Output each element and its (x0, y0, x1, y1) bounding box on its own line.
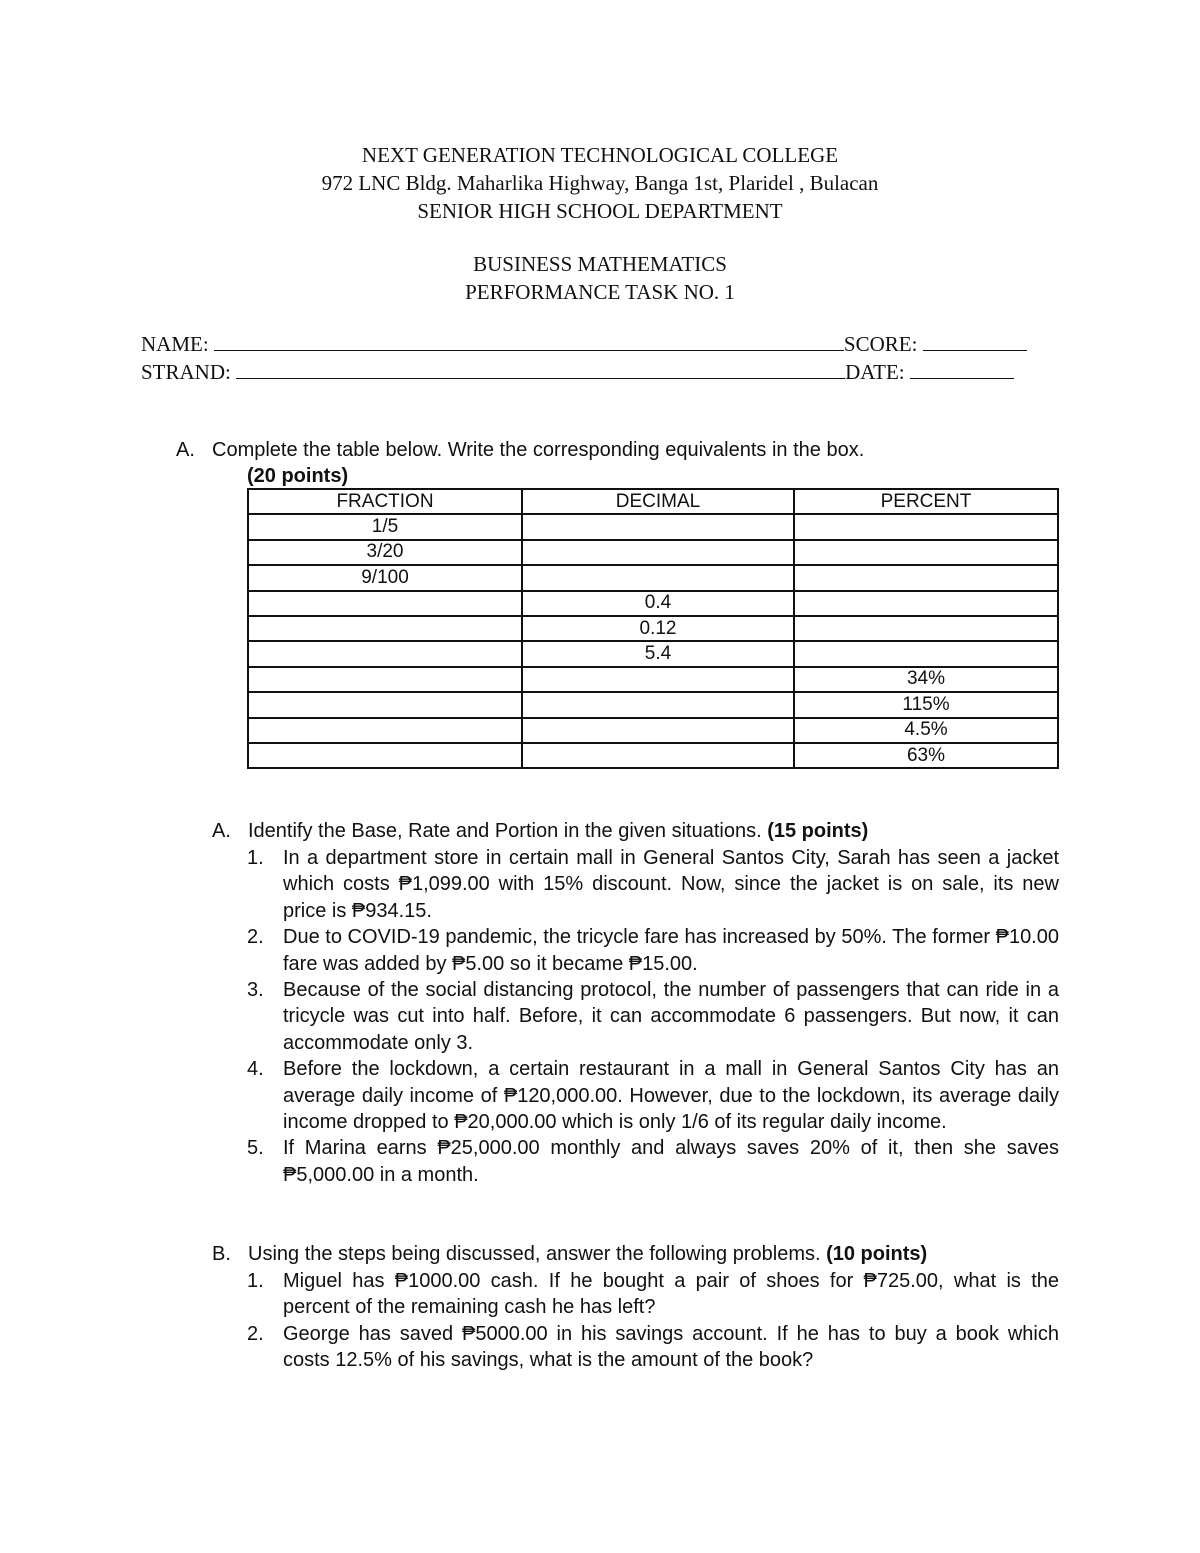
strand-label: STRAND: (141, 360, 231, 384)
list-item (247, 845, 1059, 924)
table-cell[interactable]: 9/100 (248, 565, 522, 590)
table-cell[interactable] (794, 616, 1058, 641)
item-text: Because of the social distancing protocol, the number of passengers that can ride in a tricycle was cut into half. Before, it can accommodate 6 passengers. But now, it can accommodate only 3. (283, 979, 1059, 1054)
school-name: NEXT GENERATION TECHNOLOGICAL COLLEGE (361, 143, 839, 167)
item-text: If Marina earns ₱25,000.00 monthly and always saves 20% of it, then she saves ₱5,000.00 in a month. (283, 1137, 1059, 1186)
table-cell[interactable] (248, 692, 522, 717)
table-row (248, 514, 1058, 539)
score-label: SCORE: (843, 332, 918, 356)
item-text: Before the lockdown, a certain restaurant in a mall in General Santos City has an average daily income of ₱120,000.00. However, due to the lockdown, its average daily income dropped to ₱20,000.00 which is only 1/6 of its regular daily income. (283, 1058, 1059, 1134)
section-a-marker: A. (176, 439, 195, 461)
table-cell[interactable] (794, 540, 1058, 565)
item-number: 3. (247, 979, 264, 1002)
table-cell[interactable]: 5.4 (522, 641, 794, 666)
table-cell[interactable] (248, 743, 522, 768)
table-cell[interactable] (248, 718, 522, 743)
table-cell[interactable] (522, 514, 794, 539)
list-item (247, 1135, 1059, 1188)
school-address: 972 LNC Bldg. Maharlika Highway, Banga 1st, Plaridel , Bulacan (321, 171, 879, 195)
name-field[interactable] (214, 334, 844, 351)
table-cell[interactable] (794, 565, 1058, 590)
table-cell[interactable] (794, 641, 1058, 666)
section-b-points: (10 points) (826, 1243, 928, 1265)
list-item (247, 924, 1059, 977)
table-row (248, 565, 1058, 590)
section-a-points: (20 points) (247, 465, 349, 487)
list-item (247, 1056, 1059, 1135)
item-text: In a department store in certain mall in General Santos City, Sarah has seen a jacket which costs ₱1,099.00 with 15% discount. Now, since the jacket is on sale, its new price is ₱934.15. (283, 847, 1059, 922)
table-cell[interactable] (794, 514, 1058, 539)
table-cell[interactable] (248, 616, 522, 641)
list-item (247, 1268, 1059, 1321)
section-b-marker: B. (212, 1243, 231, 1265)
header-decimal: DECIMAL (522, 489, 794, 514)
department-name: SENIOR HIGH SCHOOL DEPARTMENT (417, 199, 783, 223)
table-row (248, 641, 1058, 666)
item-number: 2. (247, 1322, 264, 1345)
item-number: 4. (247, 1058, 264, 1081)
table-cell[interactable]: 3/20 (248, 540, 522, 565)
table-cell[interactable] (248, 641, 522, 666)
table-cell[interactable]: 0.12 (522, 616, 794, 641)
date-label: DATE: (845, 360, 905, 384)
date-field[interactable] (910, 362, 1014, 379)
item-text: Miguel has ₱1000.00 cash. If he bought a pair of shoes for ₱725.00, what is the percent of the remaining cash he has left? (283, 1270, 1059, 1319)
strand-field[interactable] (236, 362, 845, 379)
section-b-heading (212, 1241, 927, 1267)
document-header (0, 141, 1200, 225)
section-a-points-line (247, 463, 348, 489)
table-cell[interactable]: 1/5 (248, 514, 522, 539)
name-label: NAME: (141, 332, 209, 356)
table-cell[interactable] (522, 692, 794, 717)
section-a2-heading (212, 818, 868, 844)
header-percent: PERCENT (794, 489, 1058, 514)
section-b-instruction: Using the steps being discussed, answer the following problems. (248, 1243, 821, 1265)
table-row (248, 743, 1058, 768)
item-number: 1. (247, 1270, 264, 1292)
table-row (248, 540, 1058, 565)
score-field[interactable] (923, 334, 1027, 351)
table-row (248, 692, 1058, 717)
table-row (248, 718, 1058, 743)
conversion-table (247, 488, 1059, 769)
table-cell[interactable] (522, 667, 794, 692)
table-row (248, 591, 1058, 616)
table-cell[interactable] (522, 718, 794, 743)
list-item (247, 1321, 1059, 1374)
problems-list (247, 1268, 1059, 1374)
table-row (248, 667, 1058, 692)
table-cell[interactable]: 34% (794, 667, 1058, 692)
item-number: 1. (247, 847, 264, 869)
table-row (248, 616, 1058, 641)
table-cell[interactable] (522, 743, 794, 768)
table-cell[interactable] (522, 540, 794, 565)
section-a2-instruction: Identify the Base, Rate and Portion in the given situations. (248, 820, 762, 842)
situations-list (247, 845, 1059, 1188)
header-fraction: FRACTION (248, 489, 522, 514)
table-cell[interactable]: 4.5% (794, 718, 1058, 743)
section-a2-marker: A. (212, 820, 231, 842)
item-number: 5. (247, 1137, 264, 1160)
table-cell[interactable]: 63% (794, 743, 1058, 768)
strand-date-row (141, 360, 1014, 385)
name-score-row (141, 332, 1027, 357)
task-title: PERFORMANCE TASK NO. 1 (465, 280, 735, 304)
subject-title: BUSINESS MATHEMATICS (473, 252, 727, 276)
table-cell[interactable]: 115% (794, 692, 1058, 717)
section-a-instruction: Complete the table below. Write the corresponding equivalents in the box. (212, 439, 865, 461)
table-cell[interactable] (794, 591, 1058, 616)
list-item (247, 977, 1059, 1056)
section-a2-points: (15 points) (767, 820, 869, 842)
item-text: George has saved ₱5000.00 in his savings account. If he has to buy a book which costs 12.5% of his savings, what is the amount of the book? (283, 1322, 1059, 1372)
table-cell[interactable] (522, 565, 794, 590)
subject-block (0, 250, 1200, 306)
table-cell[interactable] (248, 667, 522, 692)
item-number: 2. (247, 926, 264, 949)
table-cell[interactable]: 0.4 (522, 591, 794, 616)
section-a-heading (176, 437, 864, 463)
item-text: Due to COVID-19 pandemic, the tricycle fare has increased by 50%. The former ₱10.00 fare was added by ₱5.00 so it became ₱15.00. (283, 926, 1059, 975)
table-cell[interactable] (248, 591, 522, 616)
table-header-row (248, 489, 1058, 514)
